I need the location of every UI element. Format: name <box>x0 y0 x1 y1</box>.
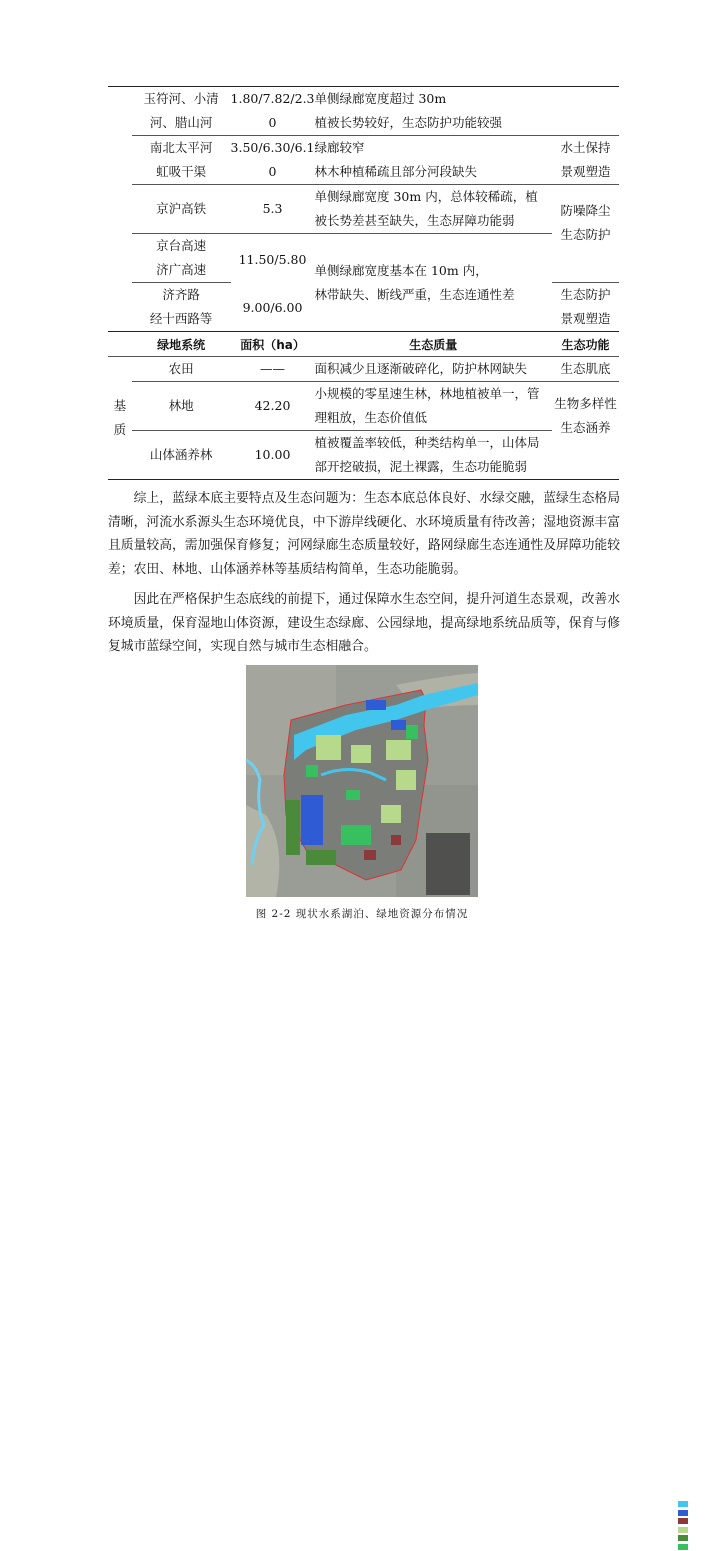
row-area: 11.50/5.80 9.00/6.00 <box>231 234 315 332</box>
legend-item: 草地 <box>678 1543 718 1551</box>
status-map <box>246 665 478 897</box>
row-name: 玉符河、小清 河、腊山河 <box>132 87 231 136</box>
row-quality: 绿廊较窄 林木种植稀疏且部分河段缺失 <box>315 136 552 185</box>
base-row-quality: 植被覆盖率较低，种类结构单一，山体局 部开挖破损，泥土裸露，生态功能脆弱 <box>315 431 552 480</box>
row-area: 3.50/6.30/6.1 0 <box>231 136 315 185</box>
legend-item: 农田 <box>678 1526 718 1535</box>
legend-swatch <box>678 1535 688 1541</box>
figure-caption: 图 2-2 现状水系湖泊、绿地资源分布情况 <box>0 906 724 921</box>
row-quality: 单侧绿廊宽度基本在 10m 内， 林带缺失、断线严重，生态连通性差 <box>315 234 552 332</box>
legend-swatch <box>678 1518 688 1524</box>
row-name: 济齐路 经十西路等 <box>132 283 231 332</box>
header-area: 面积（ha） <box>231 332 315 357</box>
map-legend <box>678 1500 718 1551</box>
base-row-function: 生物多样性 生态涵养 <box>552 382 619 480</box>
legend-swatch <box>678 1527 688 1533</box>
legend-item: 湖泊、坑塘 <box>678 1509 718 1518</box>
header-function: 生态功能 <box>552 332 619 357</box>
header-system: 绿地系统 <box>132 332 231 357</box>
row-quality: 单侧绿廊宽度 30m 内，总体较稀疏，植 被长势差甚至缺失，生态屏障功能弱 <box>315 185 552 234</box>
green-space-table <box>108 86 619 480</box>
legend-item: 河流 <box>678 1500 718 1509</box>
legend-swatch <box>678 1501 688 1507</box>
row-name: 京沪高铁 <box>132 185 231 234</box>
map-image <box>246 665 478 897</box>
header-quality: 生态质量 <box>315 332 552 357</box>
base-row-function: 生态肌底 <box>552 357 619 382</box>
base-row-area: —— <box>231 357 315 382</box>
conclusion-paragraph: 因此在严格保护生态底线的前提下，通过保障水生态空间，提升河道生态景观，改善水环境质量，保育湿地山体资源，建设生态绿廊、公园绿地，提高绿地系统品质等，保育与修复城市蓝绿空间，实现自然与城市生态相融合。 <box>108 588 620 659</box>
row-area: 1.80/7.82/2.3 0 <box>231 87 315 136</box>
row-name: 南北太平河 虹吸干渠 <box>132 136 231 185</box>
base-row-area: 10.00 <box>231 431 315 480</box>
row-function: 防噪降尘 生态防护 <box>552 185 619 283</box>
base-group-label: 基 质 <box>108 357 132 480</box>
base-row-name: 山体涵养林 <box>132 431 231 480</box>
row-name: 京台高速 济广高速 <box>132 234 231 283</box>
base-row-quality: 小规模的零星速生林，林地植被单一，管 理粗放，生态价值低 <box>315 382 552 431</box>
row-area: 5.3 <box>231 185 315 234</box>
row-function: 水土保持 景观塑造 <box>552 136 619 185</box>
legend-swatch <box>678 1510 688 1516</box>
row-quality: 单侧绿廊宽度超过 30m 植被长势较好，生态防护功能较强 <box>315 87 552 136</box>
base-row-area: 42.20 <box>231 382 315 431</box>
legend-item: 林地 <box>678 1534 718 1543</box>
summary-paragraph: 综上，蓝绿本底主要特点及生态问题为：生态本底总体良好、水绿交融，蓝绿生态格局清晰，河流水系源头生态环境优良，中下游岸线硬化、水环境质量有待改善；湿地资源丰富且质量较高，需加强保育修复；河网绿廊生态质量较好，路网绿廊生态连通性及屏障功能较差；农田、林地、山体涵养林等基质结构简单，生态功能脆弱。 <box>108 487 620 581</box>
row-function: 生态防护 景观塑造 <box>552 283 619 332</box>
base-row-name: 农田 <box>132 357 231 382</box>
legend-swatch <box>678 1544 688 1550</box>
base-row-quality: 面积减少且逐渐破碎化，防护林网缺失 <box>315 357 552 382</box>
base-row-name: 林地 <box>132 382 231 431</box>
legend-item: 山体 <box>678 1517 718 1526</box>
